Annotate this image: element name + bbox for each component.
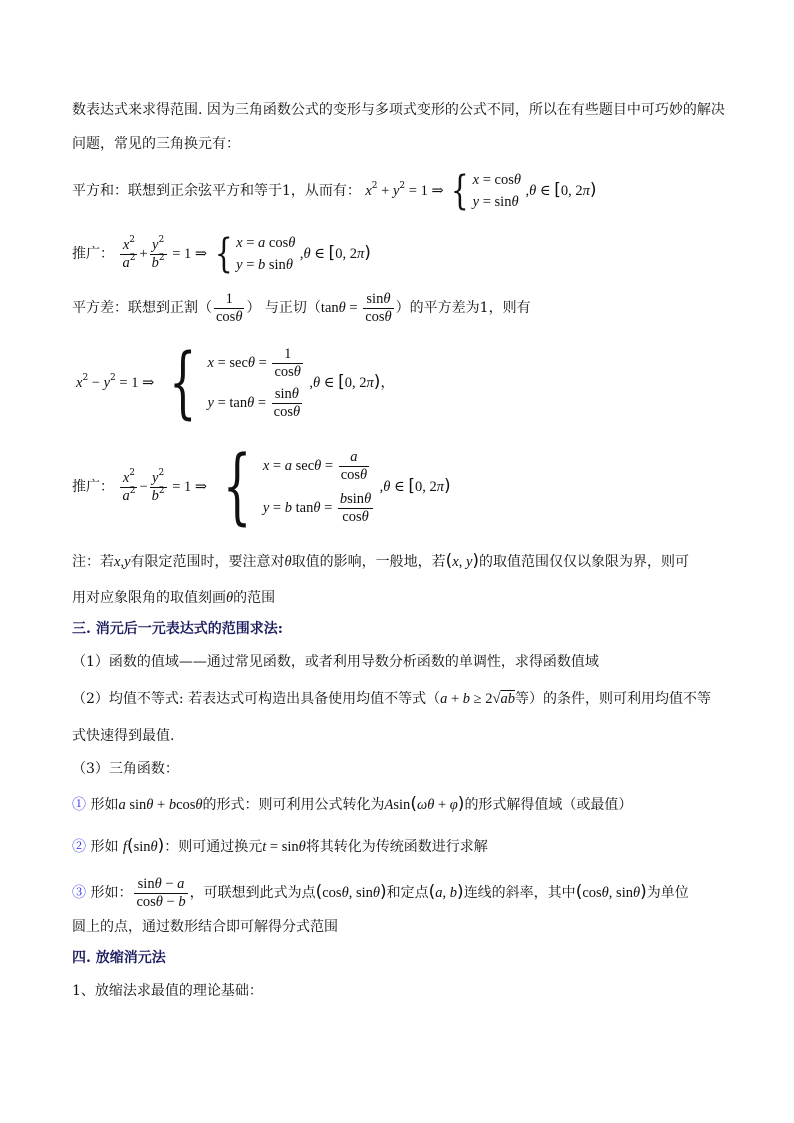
formula-line-hyperbola: $x^2 - y^2 = 1$ ⇒ { x = secθ = $\frac{1}{\cos\theta}$ y = tanθ = $\frac{\sin\theta}{\cos\theta}$ ,θ ∈ [0, 2π)， bbox=[76, 338, 395, 428]
list-item: （1）函数的值域——通过常见函数，或者利用导数分析函数的单调性，求得函数值域 bbox=[72, 654, 599, 670]
formula-line-generalization-2: 推广： $\frac{x^2}{a^2}$ − $\frac{y^2}{b^2}$ = 1 ⇒ { x = a secθ = $\frac{a}{\cos\theta}$ y = b tanθ = $\frac{bsin\theta}{\cos\theta}$ ,θ ∈ [0, 2π) bbox=[72, 439, 451, 534]
list-item: （2）均值不等式: 若表达式可构造出具备使用均值不等式（a + b ≥ 2√ab等）的条件，则可利用均值不等 bbox=[72, 691, 711, 707]
circle-number-2: ② bbox=[72, 839, 86, 855]
section-heading: 四. 放缩消元法 bbox=[72, 950, 166, 966]
case-item: ② 形如 f(sinθ)：则可通过换元t = sinθ将其转化为传统函数进行求解 bbox=[72, 836, 488, 856]
note-line: 用对应象限角的取值刻画θ的范围 bbox=[72, 590, 276, 606]
section-heading: 三. 消元后一元表达式的范围求法: bbox=[72, 621, 283, 637]
list-item-continued: 式快速得到最值. bbox=[72, 728, 175, 744]
subsection-line: 1、放缩法求最值的理论基础： bbox=[72, 983, 263, 999]
circle-number-3: ③ bbox=[72, 885, 86, 901]
paragraph-line: 数表达式来求得范围. 因为三角函数公式的变形与多项式变形的公式不同，所以在有些题目中可巧妙的解决 bbox=[72, 102, 725, 118]
case-item: ③ 形如： $\frac{\sin\theta - a}{\cos\theta - b}$ ，可联想到此式为点(cosθ, sinθ)和定点(a, b)连线的斜率，其中(cosθ, sinθ)为单位 bbox=[72, 875, 689, 910]
case-item: ① 形如a sinθ + bcosθ的形式：则可利用公式转化为Asin(ωθ + φ)的形式解得值域（或最值） bbox=[72, 794, 633, 814]
case-item-continued: 圆上的点，通过数形结合即可解得分式范围 bbox=[72, 919, 338, 935]
formula-line-square-diff: 平方差：联想到正割（ $\frac{1}{\cos\theta}$ ） 与正切（tanθ = $\frac{\sin\theta}{\cos\theta}$ ）的平方差为1，则有 bbox=[72, 290, 531, 325]
formula-line-square-sum: 平方和：联想到正余弦平方和等于1，从而有： $x^2 + y^2 = 1$ ⇒ { x = cosθ y = sinθ ,θ ∈ [0, 2π) bbox=[72, 168, 597, 214]
note-line: 注：若x,y有限定范围时，要注意对θ取值的影响，一般地，若(x, y)的取值范围仅仅以象限为界，则可 bbox=[72, 551, 690, 571]
formula-line-generalization-1: 推广： $\frac{x^2}{a^2}$ + $\frac{y^2}{b^2}$ = 1 ⇒ { x = a cosθ y = b sinθ ,θ ∈ [0, 2π) bbox=[72, 231, 371, 277]
paragraph-line: 问题，常见的三角换元有： bbox=[72, 136, 240, 152]
circle-number-1: ① bbox=[72, 797, 86, 813]
list-item: （3）三角函数： bbox=[72, 761, 179, 777]
